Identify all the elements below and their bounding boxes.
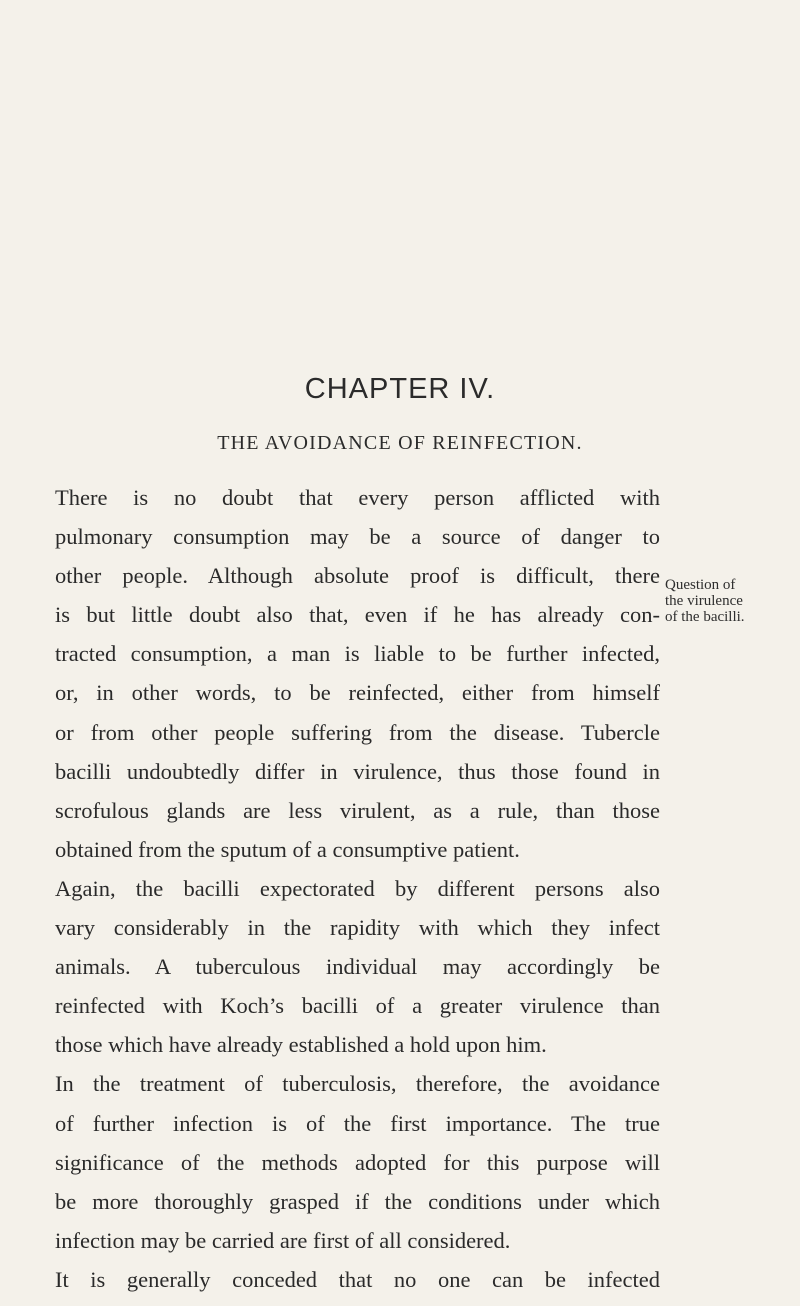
- body-text: [55, 478, 660, 1299]
- margin-note-line: the virulence: [665, 593, 743, 609]
- body-line: significance of the methods adopted for this purpose will: [55, 1149, 660, 1175]
- body-line: pulmonary consumption may be a source of danger to: [55, 524, 660, 550]
- body-line: It is generally conceded that no one can be infected: [55, 1266, 660, 1292]
- body-line: reinfected with Koch’s bacilli of a greater virulence than: [55, 993, 660, 1019]
- body-line: infection may be carried are first of all considered.: [55, 1227, 511, 1253]
- chapter-heading: CHAPTER IV.: [304, 373, 496, 405]
- body-line: be more thoroughly grasped if the conditions under which: [55, 1188, 660, 1214]
- body-line: or from other people suffering from the disease. Tubercle: [55, 719, 660, 745]
- margin-note-line: Question of: [665, 577, 736, 593]
- margin-note-line: of the bacilli.: [665, 609, 745, 625]
- body-line: Again, the bacilli expectorated by different persons also: [55, 875, 660, 901]
- body-line: In the treatment of tuberculosis, therefore, the avoidance: [55, 1071, 660, 1097]
- body-line: tracted consumption, a man is liable to be further infected,: [55, 641, 660, 667]
- body-line: There is no doubt that every person afflicted with: [55, 485, 660, 510]
- body-line: is but little doubt also that, even if he has already con-: [55, 602, 660, 628]
- margin-note: [665, 577, 800, 625]
- body-line: animals. A tuberculous individual may accordingly be: [55, 954, 660, 980]
- body-line: other people. Although absolute proof is difficult, there: [55, 563, 660, 589]
- body-line: those which have already established a hold upon him.: [55, 1032, 547, 1058]
- chapter-title: THE AVOIDANCE OF REINFECTION.: [217, 432, 583, 454]
- body-line: vary considerably in the rapidity with which they infect: [55, 915, 660, 941]
- body-line: or, in other words, to be reinfected, either from himself: [55, 680, 660, 706]
- body-line: bacilli undoubtedly differ in virulence, thus those found in: [55, 758, 660, 784]
- body-line: obtained from the sputum of a consumptive patient.: [55, 836, 520, 862]
- body-line: of further infection is of the first importance. The true: [55, 1110, 660, 1136]
- body-line: scrofulous glands are less virulent, as a rule, than those: [55, 797, 660, 823]
